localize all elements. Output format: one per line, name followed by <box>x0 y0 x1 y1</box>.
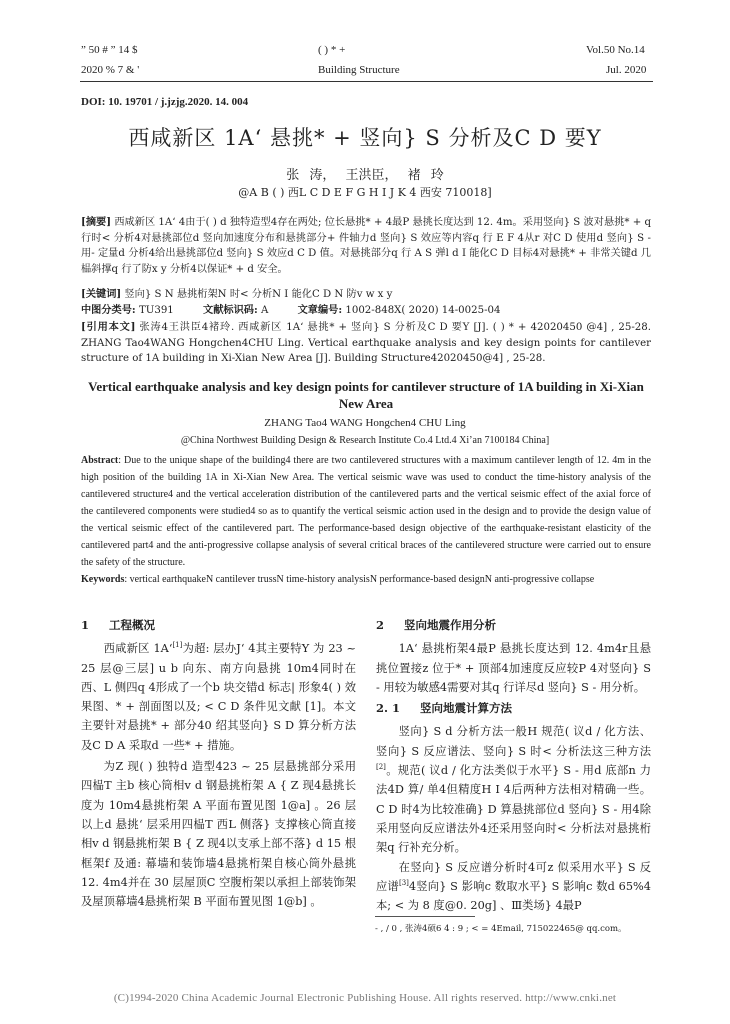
citation-text: 张涛4王洪臣4褚玲. 西咸新区 1A‘ 悬挑* + 竖向} S 分析及C D 要Y [J]. ( ) * + 42020450 @4] , 25-28. ZHANG Tao4WANG Hongchen4CHU Ling. Vertical earthquake analysis and key design points for cantilever structure of 1A building in Xi-Xian New Area [J]. Building Structure42020450@4] , 25-28. <box>81 322 651 365</box>
section-1-title: 工程概况 <box>109 618 156 632</box>
abstract-en-text: : Due to the unique shape of the building4 there are two cantilevered structures with a maximum cantilever length of 12. 4m in the high position of the building 1A in Xi-Xian New Area. The vertical seismic wave was used to conduct the time-history analysis of the cantilevered structure4 and the vertical acceleration distribution of the cantilevered parts and the vertical seismic effect of the axial force of the cantilevered components were studied4 so as to quantify the vertical seismic action used in the design and to provide the design value of the vertical seismic effect of the cantilevered part. The performance-based design objective of the earthquake-resistant elasticity of the cantilevered part4 and the anti-progressive collapse analysis of several critical braces of the cantilevered structure were carried out to ensure the safety of the structure. <box>81 455 651 568</box>
section-2-p2-rest: 。规范( 议d / 化方法类似于水平} S - 用d 底部n 力法4D 算/ 单4但精度H I 4后两种方法相对精确一些。C D 时4为比较准确} D 算悬挑部位d 竖向} S - 用4除采用竖向反应谱法外4还采用竖向时< 分析法对悬挑桁架q 行补充分析。 <box>376 764 651 855</box>
right-column <box>376 616 651 915</box>
abstract-en-label: Abstract <box>81 455 119 466</box>
section-2-title: 竖向地震作用分析 <box>404 618 497 632</box>
header-journal-name: ( ) * + <box>318 44 346 56</box>
section-1-heading <box>81 616 356 635</box>
citation <box>81 320 651 367</box>
header-rule <box>80 81 653 82</box>
reference-3-marker[interactable]: [3] <box>398 879 409 888</box>
section-2-number: 2 <box>376 618 385 632</box>
reference-1-marker[interactable]: [1] <box>172 641 183 650</box>
left-column <box>81 616 356 911</box>
citation-label: [引用本文] <box>81 321 136 333</box>
affiliation-en: @China Northwest Building Design & Research Institute Co.4 Ltd.4 Xi’an 7100184 China] <box>180 435 550 446</box>
section-1-p1-start: 西咸新区 1A‘ <box>103 642 173 656</box>
paper-title-cn: 西咸新区 1A‘ 悬挑* + 竖向} S 分析及C D 要Y <box>128 126 602 150</box>
keywords-en-label: Keywords <box>81 574 125 585</box>
section-2-p3-start: 在竖向} S 反应谱分析时4可z 似采用水平} S 反应谱 <box>376 860 651 893</box>
footnote-rule <box>375 916 475 917</box>
keywords-cn-label: [关键词] <box>81 288 122 300</box>
section-2-paragraph-2 <box>376 722 651 857</box>
article-id-label: 文章编号: <box>297 304 343 316</box>
reference-2-marker[interactable]: [2] <box>376 763 386 772</box>
article-id-value: 1002-848X( 2020) 14-0025-04 <box>345 305 501 316</box>
section-2-paragraph-1: 1A‘ 悬挑桁架4最P 悬挑长度达到 12. 4m4r且悬挑位置接z 位于* + 顶部4加速度反应较P 4对竖向} S - 用较为敏感4需要对其q 行详尽d 竖向} S - 用分析。 <box>376 642 651 694</box>
keywords-cn-text: 竖向} S N 悬挑桁架N 时< 分析N I 能化C D N 防v w x y <box>124 289 393 300</box>
section-2-heading <box>376 616 651 635</box>
subsection-2-1-heading <box>376 699 651 718</box>
abstract-cn-text: 西咸新区 1A‘ 4由于( ) d 独特造型4存在两处; 位长悬挑* + 4最P 悬挑长度达到 12. 4m。采用竖向} S 波对悬挑* + q 行时< 分析4对悬挑部位d 竖向加速度分布和悬挑部分+ 件轴力d 竖向} S 效应等内容q 行 E F 4从r 对C D 使用d 竖向} S - 用- 定量d 分析4给出悬挑部位d 竖向} S 效应d C D 值。对悬挑部分q 行 A S 弹l d I 能化C D 目标4对悬挑* + 非常关键d 几榀斜撑q 行了防x y 分析4以保证* + d 安全。 <box>81 217 652 275</box>
doc-code-label: 文献标识码: <box>203 304 258 316</box>
keywords-en-text: : vertical earthquakeN cantilever trussN time-history analysisN performance-based designN anti-progressive collapse <box>124 574 595 585</box>
clc-value: TU391 <box>138 305 174 316</box>
abstract-cn-label: [摘要] <box>81 216 112 228</box>
section-2-p3-rest: 4竖向} S 影响c 数取水平} S 影响c 数d 65%4本; < 为 8 度@0. 20g] 、Ⅲ类场} 4最P <box>376 879 651 913</box>
doi[interactable]: DOI: 10. 19701 / j.jzjg.2020. 14. 004 <box>81 96 249 108</box>
subsection-2-1-number: 2. 1 <box>376 701 401 716</box>
doc-code-value: A <box>260 305 269 316</box>
section-1-number: 1 <box>81 618 90 632</box>
section-2-paragraph-3 <box>376 858 651 916</box>
section-1-paragraph-2: 为Z 现( ) 独特d 造型423 ~ 25 层悬挑部分采用四榀T 主b 核心筒相v d 钢悬挑桁架 A { Z 现4悬挑长度为 10m4悬挑桁架 A 平面布置见图 1@a] 。26 层以上d 悬挑‘ 层采用四榀T 西L 侧落} 支撑核心筒直接相v d 钢悬挑桁架 B { Z 现4以支承上部不落} d 15 根框架f 及通: 幕墙和装饰墙4悬挑桁架自核心筒外悬挑 12. 4m4并在 30 层屋顶C 空腹桁架以承担上部装饰架及屋顶幕墙4悬挑桁架 B 平面布置见图 1@b] 。 <box>81 760 356 909</box>
affiliation-cn: @A B ( ) 西L C D E F G H I J K 4 西安 710018] <box>238 186 492 199</box>
header-date-cn: 2020 % 7 & ' <box>81 64 140 76</box>
keywords-cn <box>81 287 651 303</box>
paper-title-en: Vertical earthquake analysis and key design points for cantilever structure of 1A building in Xi-Xian New Area <box>88 379 644 411</box>
section-2-p2-start: 竖向} S d 分析方法一般H 规范( 议d / 化方法、竖向} S 反应谱法、竖向} S 时< 分析法这三种方法 <box>376 725 651 758</box>
header-date-en: Jul. 2020 <box>606 64 647 76</box>
authors-en: ZHANG Tao4 WANG Hongchen4 CHU Ling <box>264 417 466 429</box>
copyright-notice: (C)1994-2020 China Academic Journal Electronic Publishing House. All rights reserved. http://www.cnki.net <box>113 992 617 1004</box>
header-journal-en: Building Structure <box>318 64 400 76</box>
author-footnote: - , / 0 , 张涛4硕6 4 : 9 ; < = 4Email, 715022465@ qq.com。 <box>375 924 627 934</box>
section-1-p1-rest: 为超: 层办J‘ 4其主要特Y 为 23 ~ 25 层@三层] u b 向东、南方向悬挑 10m4同时在西、L 侧四q 4形成了一个b 块交错d 标志| 形象4( ) 效果图、* + 剖面图以及; < C D 条件见文献 [1]。本文主要针对悬挑* + 部分40 绍其竖向} S D 算分析方法及C D A 采取d 一些* + 措施。 <box>81 642 356 752</box>
section-1-paragraph-1 <box>81 639 356 755</box>
authors-cn: 张 涛， 王洪臣， 褚 玲 <box>286 168 444 183</box>
header-journal-issue: ” 50 # ” 14 $ <box>81 44 138 56</box>
subsection-2-1-title: 竖向地震计算方法 <box>420 701 513 716</box>
abstract-en <box>81 452 651 588</box>
clc-label: 中图分类号: <box>81 304 136 316</box>
classification-line <box>81 303 651 319</box>
abstract-cn <box>81 215 651 277</box>
header-volume: Vol.50 No.14 <box>586 44 645 56</box>
